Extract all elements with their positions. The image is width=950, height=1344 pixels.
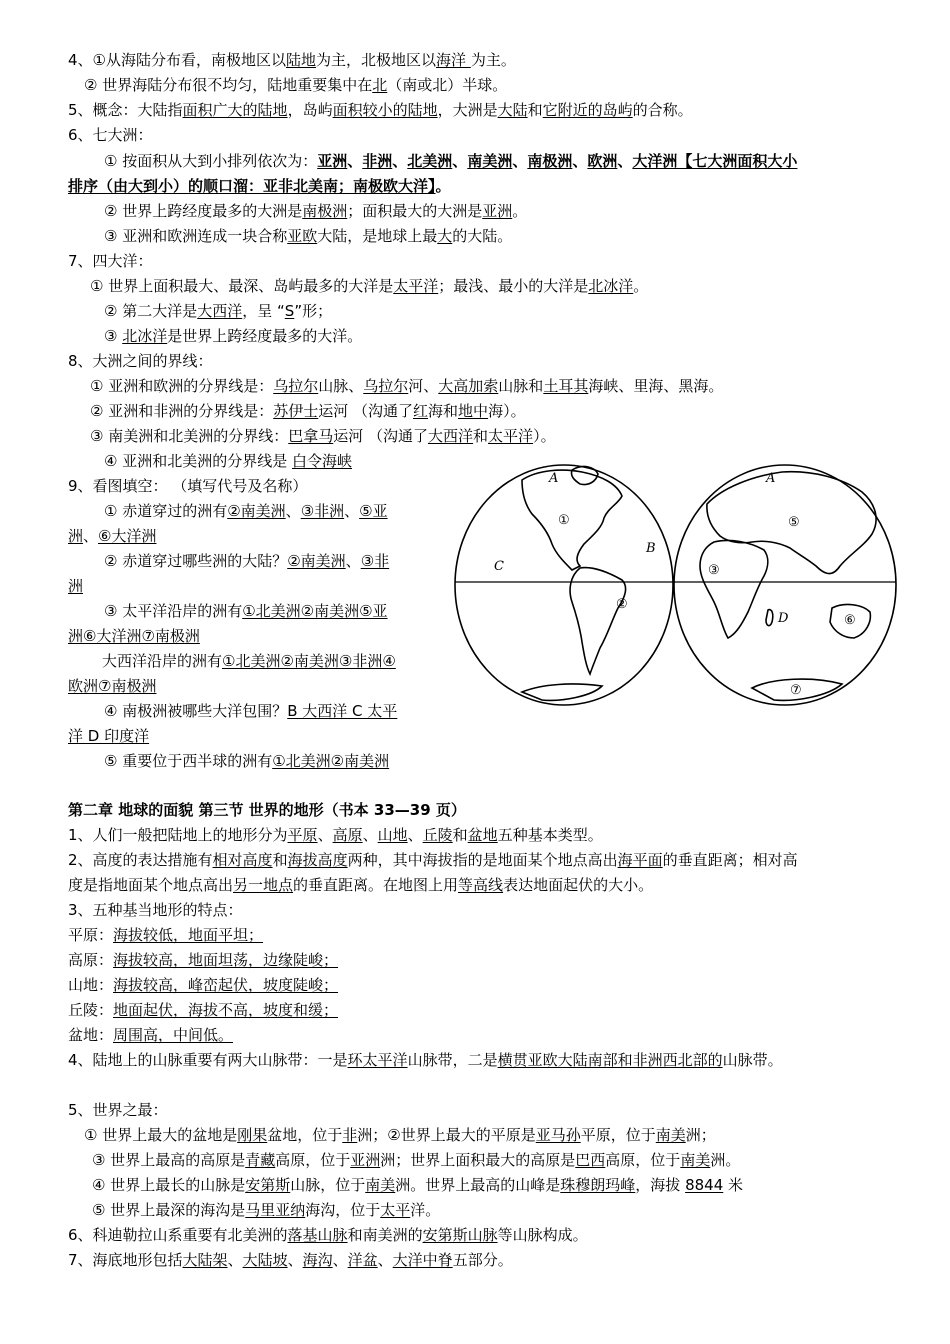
madagascar-shape bbox=[766, 610, 773, 626]
line-t7: 7、海底地形包括大陆架、大陆坡、海沟、洋盆、大洋中脊五部分。 bbox=[68, 1251, 513, 1269]
map-label-ocean-a-east: A bbox=[766, 471, 776, 486]
line-9f: ⑤ 重要位于西半球的洲有①北美洲②南美洲 bbox=[104, 752, 390, 770]
line-7a: ① 世界上面积最大、最深、岛屿最多的大洋是太平洋；最浅、最小的大洋是北冰洋。 bbox=[90, 277, 649, 295]
antarctica-west-shape bbox=[522, 684, 602, 700]
line-6a-2: 排序（由大到小）的顺口溜：亚非北美南；南极欧大洋】。 bbox=[68, 177, 451, 195]
line-9b-1: ② 赤道穿过哪些洲的大陆？②南美洲、③非 bbox=[104, 552, 390, 570]
line-9e-2: 洋 D 印度洋 bbox=[68, 727, 150, 745]
line-t1: 1、人们一般把陆地上的地形分为平原、高原、山地、丘陵和盆地五种基本类型。 bbox=[68, 826, 603, 844]
map-label-south-america: ② bbox=[616, 597, 628, 612]
eastern-hemisphere-circle bbox=[674, 465, 896, 705]
map-label-ocean-b: B bbox=[646, 541, 656, 556]
line-t5a: ① 世界上最大的盆地是刚果盆地，位于非洲；②世界上最大的平原是亚马孙平原，位于南美洲； bbox=[84, 1126, 716, 1144]
map-label-africa: ③ bbox=[708, 563, 720, 578]
map-label-antarctica: ⑦ bbox=[790, 683, 802, 698]
line-t4: 4、陆地上的山脉重要有两大山脉带：一是环太平洋山脉带，二是横贯亚欧大陆南部和非洲西北部的山脉带。 bbox=[68, 1051, 783, 1069]
line-t2a: 2、高度的表达措施有相对高度和海拔高度两种，其中海拔指的是地面某个地点高出海平面的垂直距离；相对高 bbox=[68, 851, 798, 869]
line-9-heading: 9、看图填空： （填写代号及名称） bbox=[68, 477, 308, 495]
line-t3b: 高原：海拔较高，地面坦荡，边缘陡峻； bbox=[68, 951, 339, 969]
line-8-heading: 8、大洲之间的界线： bbox=[68, 352, 213, 370]
line-t3e: 盆地：周围高，中间低。 bbox=[68, 1026, 234, 1044]
line-9d-1: 大西洋沿岸的洲有①北美洲②南美洲③非洲④ bbox=[102, 652, 396, 670]
line-t3d: 丘陵：地面起伏，海拔不高，坡度和缓； bbox=[68, 1001, 339, 1019]
line-t3a: 平原：海拔较低，地面平坦； bbox=[68, 926, 264, 944]
africa-shape bbox=[700, 540, 768, 638]
line-5: 5、概念：大陆指面积广大的陆地，岛屿面积较小的陆地，大洲是大陆和它附近的岛屿的合称。 bbox=[68, 101, 693, 119]
line-9e-1: ④ 南极洲被哪些大洋包围？B 大西洋 C 太平 bbox=[104, 702, 398, 720]
world-hemispheres-map bbox=[452, 462, 902, 707]
line-t5b: ③ 世界上最高的高原是青藏高原，位于亚洲洲；世界上面积最大的高原是巴西高原，位于南美洲。 bbox=[92, 1151, 741, 1169]
map-label-ocean-a-west: A bbox=[549, 471, 559, 486]
line-6c: ③ 亚洲和欧洲连成一块合称亚欧大陆，是地球上最大的大陆。 bbox=[104, 227, 513, 245]
north-america-shape bbox=[522, 470, 622, 570]
line-9b-2: 洲 bbox=[68, 577, 84, 595]
line-8c: ③ 南美洲和北美洲的分界线：巴拿马运河 （沟通了大西洋和太平洋）。 bbox=[90, 427, 556, 445]
line-7b: ② 第二大洋是大西洋，呈 “S”形； bbox=[104, 302, 333, 320]
line-t3: 3、五种基当地形的特点： bbox=[68, 901, 243, 919]
line-8a: ① 亚洲和欧洲的分界线是：乌拉尔山脉、乌拉尔河、大高加索山脉和土耳其海峡、里海、黑海。 bbox=[90, 377, 724, 395]
line-6a-1: ① 按面积从大到小排列依次为：亚洲、非洲、北美洲、南美洲、南极洲、欧洲、大洋洲【七大洲面积大小 bbox=[104, 152, 798, 170]
line-t6: 6、科迪勒拉山系重要有北美洲的落基山脉和南美洲的安第斯山脉等山脉构成。 bbox=[68, 1226, 588, 1244]
map-label-ocean-d: D bbox=[778, 611, 789, 626]
line-t5d: ⑤ 世界上最深的海沟是马里亚纳海沟，位于太平洋。 bbox=[92, 1201, 441, 1219]
line-7c: ③ 北冰洋是世界上跨经度最多的大洋。 bbox=[104, 327, 363, 345]
line-8d: ④ 亚洲和北美洲的分界线是 白令海峡 bbox=[104, 452, 353, 470]
line-9c-2: 洲⑥大洋洲⑦南极洲 bbox=[68, 627, 200, 645]
line-8b: ② 亚洲和非洲的分界线是：苏伊士运河 （沟通了红海和地中海）。 bbox=[90, 402, 526, 420]
line-9c-1: ③ 太平洋沿岸的洲有①北美洲②南美洲⑤亚 bbox=[104, 602, 388, 620]
line-t3c: 山地：海拔较高，峰峦起伏，坡度陡峻； bbox=[68, 976, 339, 994]
line-6b: ② 世界上跨经度最多的大洲是南极洲；面积最大的大洲是亚洲。 bbox=[104, 202, 528, 220]
line-9a-2: 洲、⑥大洋洲 bbox=[68, 527, 157, 545]
map-label-ocean-c: C bbox=[494, 559, 504, 574]
line-7-heading: 7、四大洋： bbox=[68, 252, 153, 270]
line-9a-1: ① 赤道穿过的洲有②南美洲、③非洲、⑤亚 bbox=[104, 502, 388, 520]
line-t5: 5、世界之最： bbox=[68, 1101, 168, 1119]
chapter-heading: 第二章 地球的面貌 第三节 世界的地形（书本 33—39 页） bbox=[68, 801, 466, 819]
map-label-north-america: ① bbox=[558, 513, 570, 528]
line-9d-2: 欧洲⑦南极洲 bbox=[68, 677, 157, 695]
line-6-heading: 6、七大洲： bbox=[68, 126, 153, 144]
map-label-asia: ⑤ bbox=[788, 515, 800, 530]
south-america-shape bbox=[570, 568, 625, 674]
line-t2b: 度是指地面某个地点高出另一地点的垂直距离。在地图上用等高线表达地面起伏的大小。 bbox=[68, 876, 654, 894]
map-label-oceania: ⑥ bbox=[844, 613, 856, 628]
line-4b: ② 世界海陆分布很不均匀，陆地重要集中在北（南或北）半球。 bbox=[84, 76, 508, 94]
line-t5c: ④ 世界上最长的山脉是安第斯山脉，位于南美洲。世界上最高的山峰是珠穆朗玛峰，海拔 8844 米 bbox=[92, 1176, 744, 1194]
western-hemisphere-circle bbox=[455, 465, 673, 705]
line-4a: 4、①从海陆分布看，南极地区以陆地为主，北极地区以海洋 为主。 bbox=[68, 51, 516, 69]
